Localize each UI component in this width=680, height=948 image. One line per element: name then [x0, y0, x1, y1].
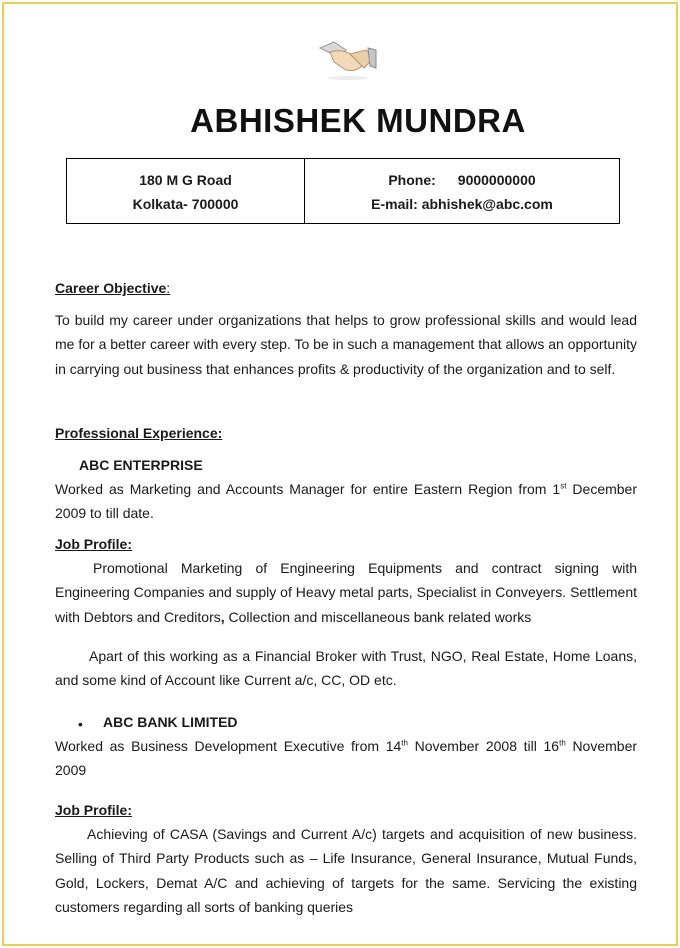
phone-line [305, 168, 619, 192]
phone-label: Phone: [388, 172, 436, 188]
company-2-role: Worked as Business Development Executive from 14th November 2008 till 16th November 2009 [55, 738, 638, 779]
company-1-profile-text: Promotional Marketing of Engineering Equipments and contract signing with Engineering Companies and supply of Heavy metal parts, Specialist in Conveyers. Settlement with Debtors and Creditors, Collection and miscellaneous bank related works [55, 560, 637, 625]
company-1-job-profile-heading: Job Profile: [55, 536, 133, 552]
bullet-icon: • [78, 716, 83, 732]
career-objective-title: Career Objective [55, 280, 167, 296]
address-line-2: Kolkata- 700000 [132, 196, 239, 212]
company-2-profile-text: Achieving of CASA (Savings and Current A/c) targets and acquisition of new business. Selling of Third Party Products such as – Life Insurance, General Insurance, Mutual Funds, Gold, Lockers, Demat A/C and achieving of targets for the same. Servicing the existing customers regarding all sorts of banking queries [55, 826, 637, 915]
company-1-role: Worked as Marketing and Accounts Manager for entire Eastern Region from 1st December 2009 to till date. [55, 481, 637, 522]
resume-page [2, 2, 678, 946]
career-objective-heading [55, 280, 170, 296]
company-2-job-profile-heading: Job Profile: [55, 802, 133, 818]
company-1-profile-text-2: Apart of this working as a Financial Broker with Trust, NGO, Real Estate, Home Loans, and some kind of Account like Current a/c, CC, OD etc. [55, 648, 637, 689]
contact-box [66, 158, 620, 224]
address-line-1: 180 M G Road [139, 172, 232, 188]
experience-heading: Professional Experience: [55, 425, 223, 441]
company-1-name: ABC ENTERPRISE [79, 457, 203, 473]
heading-colon: : [166, 280, 171, 296]
phone-value: 9000000000 [457, 172, 536, 188]
address-cell [67, 159, 305, 223]
handshake-icon [316, 38, 380, 82]
email-line: E-mail: abhishek@abc.com [371, 196, 553, 212]
contact-cell [305, 159, 619, 223]
company-2-name: ABC BANK LIMITED [103, 714, 238, 730]
candidate-name: ABHISHEK MUNDRA [190, 102, 526, 139]
career-objective-text: To build my career under organizations that helps to grow professional skills and would lead me for a better career with every step. To be in such a management that allows an opportunity in carrying out business that enhances profits & productivity of the organization and to self. [55, 312, 637, 377]
